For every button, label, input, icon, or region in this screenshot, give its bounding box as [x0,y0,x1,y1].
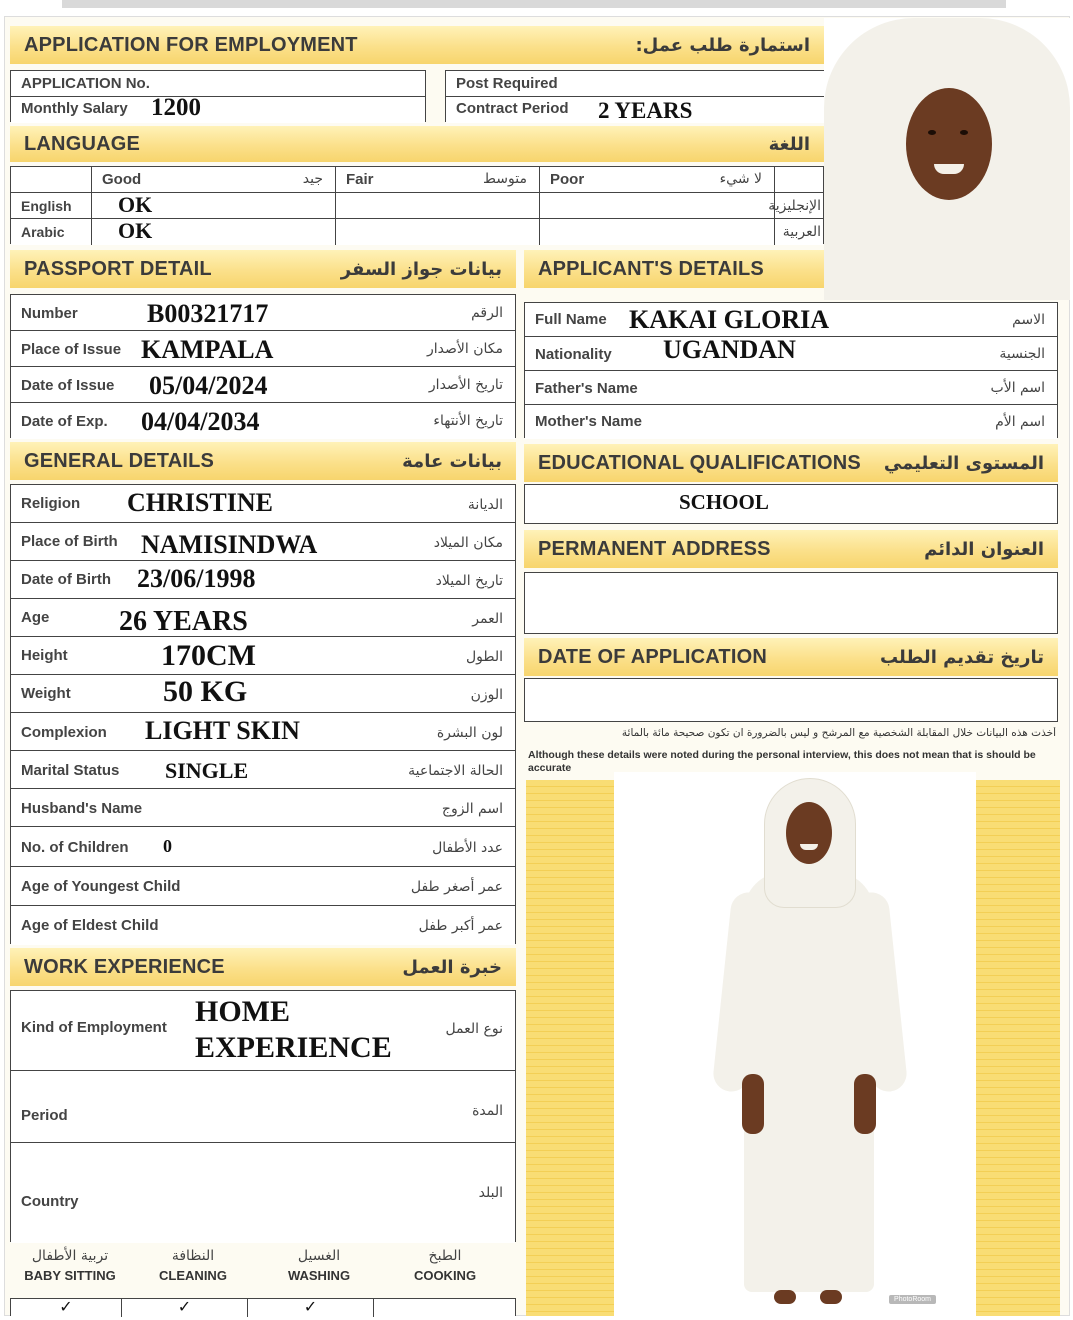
english-good-value: OK [118,192,153,217]
education-value: SCHOOL [679,490,769,514]
col-fair-arabic: متوسط [483,171,527,187]
disclaimer-english: Although these details were noted during the personal interview, this does not mean that is should be accurate [528,749,1036,774]
language-title: LANGUAGE [24,132,141,155]
general-row: Husband's Name اسم الزوج [11,789,515,827]
check-cooking[interactable] [373,1299,515,1317]
applicant-table [524,302,1058,438]
address-band: PERMANENT ADDRESS العنوان الدائم [524,530,1058,568]
check-cleaning[interactable]: ✓ [121,1299,247,1317]
applicant-band: APPLICANT'S DETAILS [524,250,824,288]
col-poor: Poor [550,171,585,188]
work-band: WORK EXPERIENCE خبرة العمل [10,948,516,986]
education-box [524,484,1058,524]
general-row: Complexion LIGHT SKIN لون البشرة [11,713,515,751]
language-row-arabic: Arabic OK العربية [11,219,823,245]
post-info-box [445,70,825,122]
general-row: No. of Children 0 عدد الأطفال [11,827,515,867]
face-shape [906,88,992,200]
post-required-label: Post Required [456,75,558,92]
window-top-bar [62,0,1006,8]
skill-cooking: الطبخ COOKING [413,1248,477,1283]
passport-row: Place of Issue KAMPALA مكان الأصدار [11,331,515,367]
photoroom-watermark: PhotoRoom [889,1295,936,1304]
check-washing[interactable]: ✓ [247,1299,373,1317]
language-title-arabic: اللغة [768,133,810,155]
language-band [10,126,824,162]
small-face [786,802,832,864]
general-table [10,484,516,944]
general-row: Religion CHRISTINE الديانة [11,485,515,523]
application-no-label: APPLICATION No. [21,75,150,92]
application-info-box [10,70,426,122]
form-title: APPLICATION FOR EMPLOYMENT [24,33,358,56]
right-hand [854,1074,876,1134]
applicant-row: Nationality UGANDAN الجنسية [525,337,1057,371]
applicant-row: Father's Name اسم الأب [525,371,1057,405]
disclaimer-arabic: أخذت هذه البيانات خلال المقابلة الشخصية مع المرشح و ليس بالضرورة ان تكون صحيحة مائة بالمائة [621,727,1056,739]
passport-row: Date of Exp. 04/04/2034 تاريخ الأنتهاء [11,403,515,439]
education-band: EDUCATIONAL QUALIFICATIONS المستوى التعليمي [524,444,1058,482]
yellow-strip-left [526,780,614,1316]
contract-period-label: Contract Period [456,100,569,117]
general-row: Age of Youngest Child عمر أصغر طفل [11,867,515,906]
col-fair: Fair [346,171,374,188]
monthly-salary-label: Monthly Salary [21,100,128,117]
general-row: Place of Birth NAMISINDWA مكان الميلاد [11,523,515,561]
yellow-strip-right [976,780,1060,1316]
passport-table [10,294,516,438]
work-table [10,990,516,1242]
arabic-good-value: OK [118,218,153,243]
country-row: Country البلد [11,1143,515,1243]
skill-washing: الغسيل WASHING [287,1248,351,1283]
applicant-row: Mother's Name اسم الأم [525,405,1057,439]
address-box [524,572,1058,634]
language-table [10,166,824,244]
passport-row: Number B00321717 الرقم [11,295,515,331]
period-row: Period المدة [11,1071,515,1143]
form-title-arabic: استمارة طلب عمل: [635,34,810,56]
general-row: Height 170CM الطول [11,637,515,675]
skill-cleaning: النظافة CLEANING [159,1248,227,1283]
language-row-english: English OK الإنجليزية [11,193,823,219]
general-row: Date of Birth 23/06/1998 تاريخ الميلاد [11,561,515,599]
contract-period-value: 2 YEARS [598,98,693,123]
check-baby-sitting[interactable]: ✓ [59,1299,73,1316]
title-band [10,26,824,64]
date-application-box [524,678,1058,722]
skill-baby-sitting: تربية الأطفال BABY SITTING [24,1248,116,1283]
monthly-salary-value: 1200 [151,94,201,121]
general-row: Marital Status SINGLE الحالة الاجتماعية [11,751,515,789]
full-length-photo [614,772,976,1316]
col-good-arabic: جيد [302,171,323,187]
general-band: GENERAL DETAILS بيانات عامة [10,442,516,480]
general-row: Age of Eldest Child عمر أكبر طفل [11,906,515,945]
date-application-band: DATE OF APPLICATION تاريخ تقديم الطلب [524,638,1058,676]
applicant-row: Full Name KAKAI GLORIA الاسم [525,303,1057,337]
general-row: Age 26 YEARS العمر [11,599,515,637]
general-row: Weight 50 KG الوزن [11,675,515,713]
skills-row [10,1248,516,1316]
passport-row: Date of Issue 05/04/2024 تاريخ الأصدار [11,367,515,403]
col-poor-arabic: لا شيء [719,171,762,187]
passport-band: PASSPORT DETAIL بيانات جواز السفر [10,250,516,288]
headshot-photo [824,18,1070,300]
left-hand [742,1074,764,1134]
skills-checkbox-row [10,1298,516,1316]
kind-of-employment-row: Kind of Employment HOME EXPERIENCE نوع العمل [11,991,515,1071]
col-good: Good [102,171,142,188]
